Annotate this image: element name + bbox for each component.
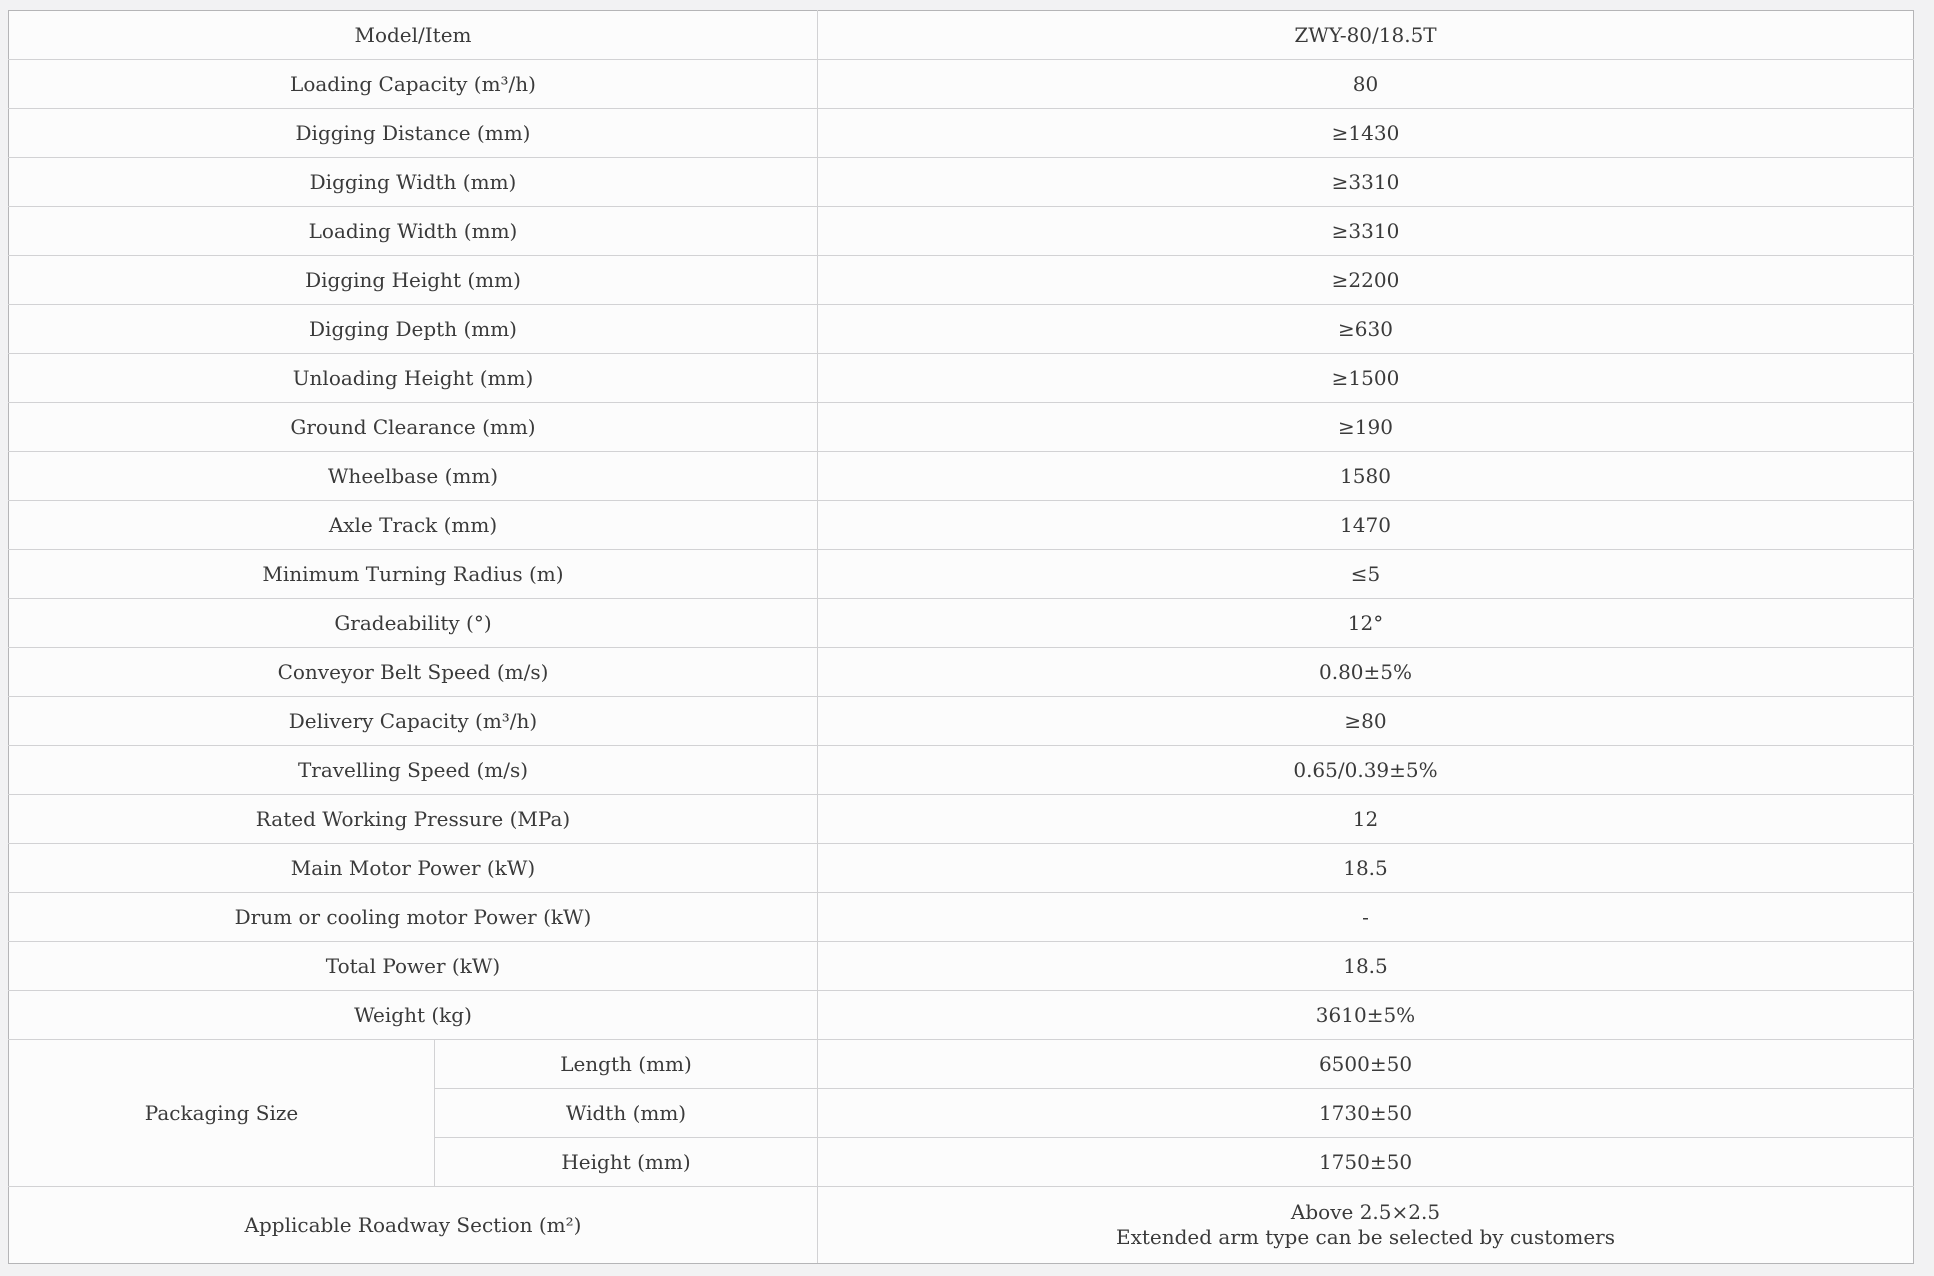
table-row xyxy=(9,452,1914,501)
spec-value-cell: ≥630 xyxy=(818,305,1914,354)
table-row xyxy=(9,256,1914,305)
spec-value-cell: ≤5 xyxy=(818,550,1914,599)
table-row xyxy=(9,305,1914,354)
table-row xyxy=(9,648,1914,697)
table-row xyxy=(9,403,1914,452)
spec-label-cell: Total Power (kW) xyxy=(9,942,818,991)
spec-value-cell: 80 xyxy=(818,60,1914,109)
table-row xyxy=(9,501,1914,550)
spec-sublabel-cell: Length (mm) xyxy=(435,1040,818,1089)
spec-label-cell: Loading Width (mm) xyxy=(9,207,818,256)
table-row xyxy=(9,942,1914,991)
spec-table xyxy=(8,10,1914,1264)
roadway-value-line2: Extended arm type can be selected by customers xyxy=(1115,1225,1615,1249)
spec-label-cell: Applicable Roadway Section (m²) xyxy=(9,1187,818,1264)
spec-value-cell: 1730±50 xyxy=(818,1089,1914,1138)
table-row xyxy=(9,893,1914,942)
table-row xyxy=(9,207,1914,256)
spec-value-cell xyxy=(818,1187,1914,1264)
spec-value-cell: ≥2200 xyxy=(818,256,1914,305)
spec-label-cell: Conveyor Belt Speed (m/s) xyxy=(9,648,818,697)
spec-label-cell: Model/Item xyxy=(9,11,818,60)
spec-value-cell: ≥3310 xyxy=(818,158,1914,207)
spec-label-cell: Axle Track (mm) xyxy=(9,501,818,550)
table-row xyxy=(9,991,1914,1040)
spec-label-cell: Drum or cooling motor Power (kW) xyxy=(9,893,818,942)
spec-table-body xyxy=(9,11,1914,1040)
spec-value-cell: ≥1430 xyxy=(818,109,1914,158)
spec-label-cell: Unloading Height (mm) xyxy=(9,354,818,403)
spec-value-cell: 1580 xyxy=(818,452,1914,501)
table-row xyxy=(9,354,1914,403)
spec-value-cell: 12° xyxy=(818,599,1914,648)
spec-value-cell: ≥80 xyxy=(818,697,1914,746)
table-row xyxy=(9,599,1914,648)
spec-label-cell: Ground Clearance (mm) xyxy=(9,403,818,452)
spec-value-cell: 12 xyxy=(818,795,1914,844)
table-row xyxy=(9,795,1914,844)
table-row xyxy=(9,60,1914,109)
spec-value-cell: ZWY-80/18.5T xyxy=(818,11,1914,60)
table-row-packaging-length xyxy=(9,1040,1914,1089)
spec-label-cell: Minimum Turning Radius (m) xyxy=(9,550,818,599)
spec-label-cell: Weight (kg) xyxy=(9,991,818,1040)
spec-label-cell: Delivery Capacity (m³/h) xyxy=(9,697,818,746)
spec-label-cell: Loading Capacity (m³/h) xyxy=(9,60,818,109)
table-row xyxy=(9,844,1914,893)
packaging-group-cell: Packaging Size xyxy=(9,1040,435,1187)
spec-value-cell: 18.5 xyxy=(818,844,1914,893)
spec-value-cell: 18.5 xyxy=(818,942,1914,991)
spec-label-cell: Digging Distance (mm) xyxy=(9,109,818,158)
spec-value-cell: ≥1500 xyxy=(818,354,1914,403)
spec-label-cell: Main Motor Power (kW) xyxy=(9,844,818,893)
table-row xyxy=(9,697,1914,746)
spec-sublabel-cell: Width (mm) xyxy=(435,1089,818,1138)
table-row xyxy=(9,11,1914,60)
table-row-roadway-section xyxy=(9,1187,1914,1264)
table-row xyxy=(9,746,1914,795)
spec-label-cell: Digging Width (mm) xyxy=(9,158,818,207)
spec-value-cell: 6500±50 xyxy=(818,1040,1914,1089)
table-row xyxy=(9,550,1914,599)
spec-label-cell: Wheelbase (mm) xyxy=(9,452,818,501)
spec-value-cell: 0.65/0.39±5% xyxy=(818,746,1914,795)
spec-label-cell: Travelling Speed (m/s) xyxy=(9,746,818,795)
spec-label-cell: Digging Height (mm) xyxy=(9,256,818,305)
table-row xyxy=(9,109,1914,158)
spec-value-cell: ≥3310 xyxy=(818,207,1914,256)
table-row xyxy=(9,158,1914,207)
spec-sublabel-cell: Height (mm) xyxy=(435,1138,818,1187)
spec-label-cell: Rated Working Pressure (MPa) xyxy=(9,795,818,844)
roadway-value-line1: Above 2.5×2.5 xyxy=(1290,1200,1441,1224)
spec-value-cell: 3610±5% xyxy=(818,991,1914,1040)
spec-value-cell: 1750±50 xyxy=(818,1138,1914,1187)
spec-label-cell: Digging Depth (mm) xyxy=(9,305,818,354)
spec-value-cell: 0.80±5% xyxy=(818,648,1914,697)
spec-value-cell: - xyxy=(818,893,1914,942)
spec-value-cell: 1470 xyxy=(818,501,1914,550)
spec-label-cell: Gradeability (°) xyxy=(9,599,818,648)
spec-table-footer-body xyxy=(9,1040,1914,1264)
spec-value-cell: ≥190 xyxy=(818,403,1914,452)
